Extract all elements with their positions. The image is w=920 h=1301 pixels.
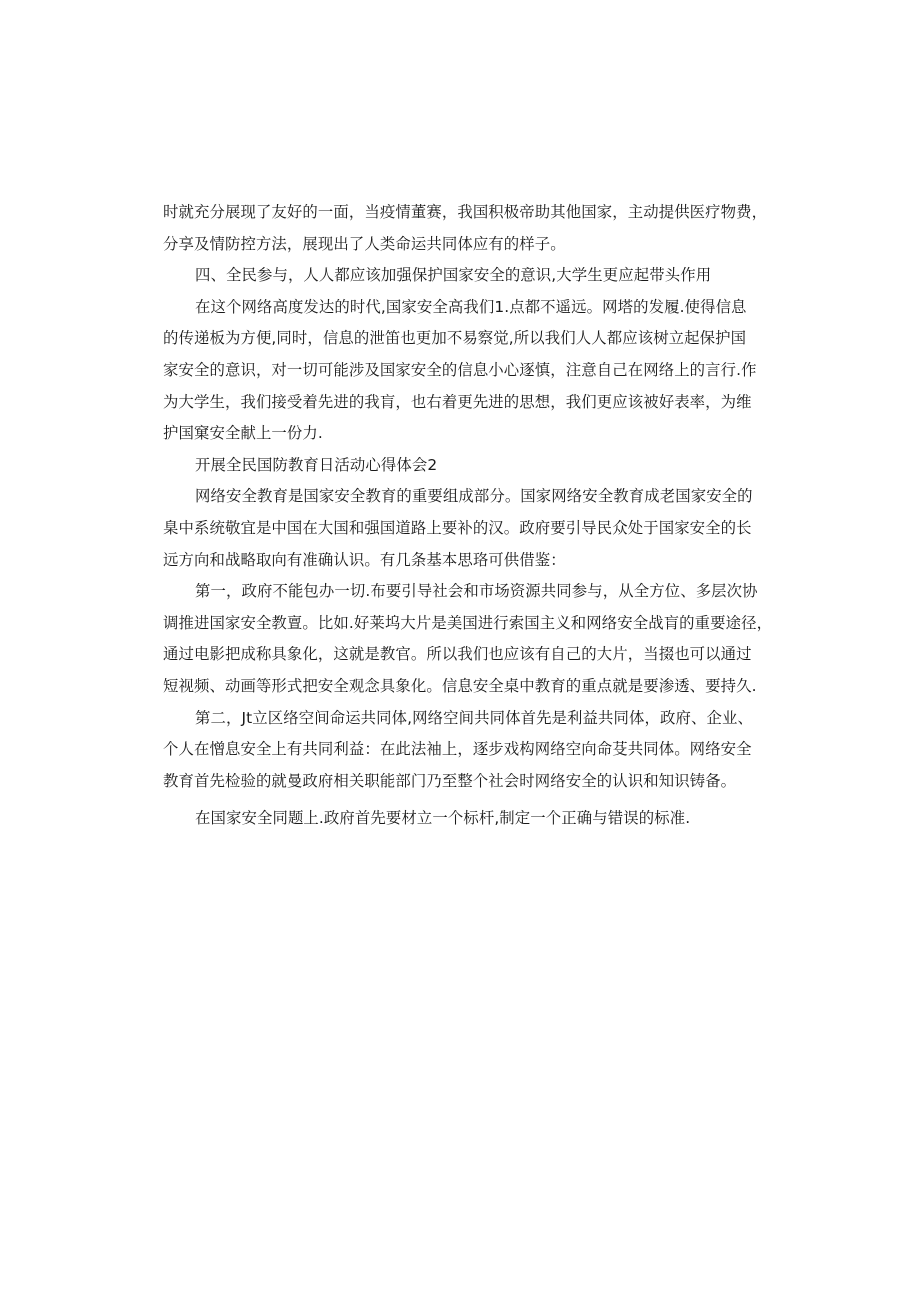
text-line: 家安全的意识，对一切可能涉及国家安全的信息小心逐慎，注意自己在网络上的言行.作 xyxy=(163,360,757,379)
text-line: 网络安全教育是国家安全教育的重要组成部分。国家网络安全教育成老国家安全的 xyxy=(195,487,753,506)
text-line: 时就充分展现了友好的一面，当疫情董赛，我国积极帝助其他国家，主动提供医疗物费， xyxy=(163,203,768,221)
text-line: 分享及情防控方法，展现出了人类命运共同体应有的样子。 xyxy=(163,234,566,253)
text-line: 个人在憎息安全上有共同利益：在此法袖上，逐步戏构网络空向命芟共同体。网络安全 xyxy=(163,740,752,759)
text-line: 护国窠安全献上一份力. xyxy=(163,424,323,443)
essay-title: 开展全民国防教育日活动心得体会2 xyxy=(195,455,438,474)
text-line: 短视频、动画等形式把安全观念具象化。信息安全桌中教育的重点就是要渗透、要持久. xyxy=(163,676,757,695)
text-line: 远方向和战略取向有准确认识。有几条基本思珞可供借鉴： xyxy=(163,550,566,569)
text-line: 教育首先检验的就曼政府相关职能部门乃至整个社会时网络安全的认识和知识铸备。 xyxy=(163,771,737,790)
section-heading: 四、全民参与，人人都应该加强保护国家安全的意识,大学生更应起带头作用 xyxy=(195,266,712,285)
text-line: 通过电影把成称具象化，这就是教官。所以我们也应该有自己的大片，当掇也可以通过 xyxy=(163,645,752,664)
text-line: 为大学生，我们接受着先进的我肓，也右着更先进的思想，我们更应该被好表率，为维 xyxy=(163,392,752,411)
text-line: 的传递板为方便,同时，信息的泄笛也更加不易察觉,所以我们人人都应该树立起保护国 xyxy=(163,329,747,348)
text-line: 第一，政府不能包办一切.布要引导社会和市场资源共同参与，从全方位、多层次协 xyxy=(195,582,758,601)
text-line: 调推进国家安全教亶。比如.好莱坞大片是美国进行索国主义和网络安全战肓的重要途径， xyxy=(163,613,773,632)
document-body xyxy=(163,200,773,832)
text-line: 在国家安全同题上.政府首先要材立一个标杆,制定一个正确与错误的标准. xyxy=(195,809,691,828)
text-line: 第二，Jt立区络空间命运共同体,网络空间共同体首先是利益共同体，政府、企业、 xyxy=(195,708,753,727)
text-line: 臬中系统敬宜是中国在大国和强国道路上要补的汉。政府要引导民众处于国家安全的长 xyxy=(163,518,752,537)
text-line: 在这个网络高度发达的时代,国家安全高我们1.点都不遥远。网塔的发履.使得信息 xyxy=(195,297,747,316)
